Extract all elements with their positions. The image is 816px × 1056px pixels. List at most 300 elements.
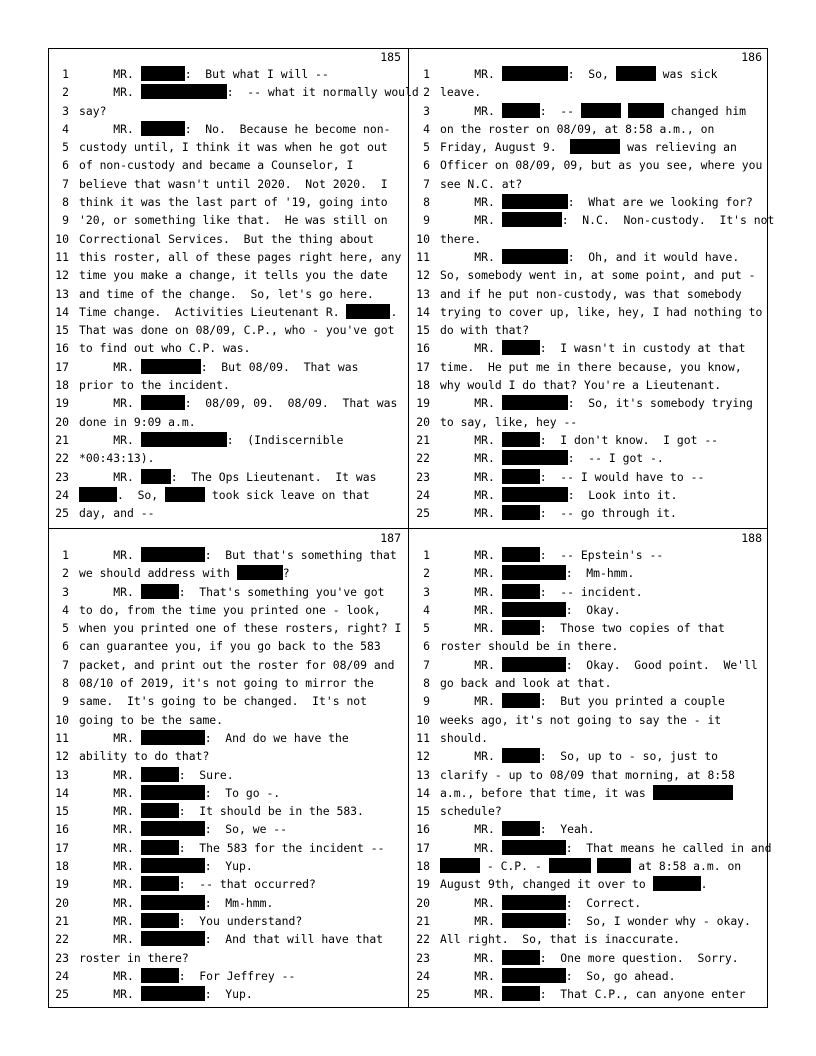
line-number: 10	[55, 712, 69, 727]
line-segment: MR.	[79, 968, 141, 983]
line-segment: go back and look at that.	[440, 676, 612, 691]
line-segment: MR.	[79, 859, 141, 874]
redaction-block	[502, 103, 540, 118]
transcript-line	[49, 266, 407, 284]
line-segment: Correctional Services. But the thing about	[79, 231, 374, 246]
transcript-line	[49, 802, 407, 820]
line-segment: MR.	[79, 804, 141, 819]
transcript-line	[49, 138, 407, 156]
line-text	[440, 156, 766, 174]
line-segment: : Correct.	[565, 895, 642, 910]
line-text	[440, 729, 766, 747]
line-text	[440, 248, 766, 266]
line-text	[79, 431, 405, 449]
line-segment: MR.	[79, 767, 141, 782]
redaction-block	[502, 547, 540, 562]
line-text	[440, 486, 766, 504]
line-number: 12	[55, 749, 69, 764]
redaction-block	[440, 858, 480, 873]
line-number: 13	[55, 767, 69, 782]
transcript-line	[49, 394, 407, 412]
page-lines	[410, 65, 775, 522]
line-number: 15	[416, 804, 430, 819]
redaction-block	[653, 785, 733, 800]
line-segment: MR.	[440, 987, 502, 1002]
line-segment: MR.	[79, 932, 141, 947]
redaction-block	[141, 547, 205, 562]
line-segment: MR.	[440, 694, 502, 709]
line-segment: : Yup.	[204, 859, 253, 874]
line-number: 13	[416, 286, 430, 301]
line-segment: : And do we have the	[204, 730, 349, 745]
line-number: 19	[55, 877, 69, 892]
transcript-line	[410, 564, 768, 582]
redaction-block	[237, 565, 283, 580]
line-segment: MR.	[440, 469, 502, 484]
line-number: 20	[55, 414, 69, 429]
line-segment: *00:43:13).	[79, 451, 155, 466]
line-segment: : That's something you've got	[178, 584, 385, 599]
page-number: 188	[741, 531, 762, 545]
line-text	[440, 83, 766, 101]
line-text	[79, 930, 405, 948]
transcript-line	[410, 674, 768, 692]
line-text	[79, 193, 405, 211]
line-number: 2	[62, 85, 69, 100]
line-text	[440, 468, 766, 486]
line-segment: MR.	[79, 396, 141, 411]
line-text	[440, 504, 766, 522]
line-number: 1	[62, 548, 69, 562]
line-text	[440, 985, 766, 1003]
line-segment: and time of the change. So, let's go here.	[79, 286, 374, 301]
transcript-line	[410, 504, 768, 522]
line-number: 9	[62, 694, 69, 709]
line-segment: MR.	[440, 67, 502, 81]
transcript-line	[410, 468, 768, 486]
redaction-block	[141, 821, 205, 836]
redaction-block	[581, 103, 621, 118]
line-text	[79, 358, 405, 376]
transcript-line	[410, 949, 768, 967]
line-number: 5	[62, 140, 69, 155]
line-number: 23	[416, 469, 430, 484]
redaction-block	[165, 487, 205, 502]
transcript-line	[49, 747, 407, 765]
line-text	[440, 564, 766, 582]
line-segment: prior to the incident.	[79, 378, 230, 393]
line-number: 14	[416, 304, 430, 319]
line-text	[79, 102, 405, 120]
line-text	[440, 949, 766, 967]
line-number: 23	[55, 950, 69, 965]
transcript-line	[410, 486, 768, 504]
line-text	[79, 820, 405, 838]
transcript-line	[410, 358, 768, 376]
line-text	[79, 729, 405, 747]
line-segment: : --	[539, 103, 581, 118]
line-number: 22	[55, 451, 69, 466]
line-segment: and if he put non-custody, was that somebody	[440, 286, 742, 301]
redaction-block	[502, 66, 568, 81]
line-text	[79, 711, 405, 729]
line-text	[79, 339, 405, 357]
line-segment: MR.	[440, 451, 502, 466]
line-segment: MR.	[79, 469, 141, 484]
line-number: 20	[416, 414, 430, 429]
line-text	[79, 692, 405, 710]
line-number: 4	[62, 602, 69, 617]
line-number: 24	[55, 487, 69, 502]
line-text	[440, 358, 766, 376]
line-segment: : I wasn't in custody at that	[539, 341, 746, 356]
line-segment	[591, 859, 598, 873]
line-segment: : But that's something that	[204, 548, 397, 562]
line-segment: : One more question. Sorry.	[539, 950, 739, 965]
line-segment: : But you printed a couple	[539, 694, 725, 709]
line-number: 18	[55, 378, 69, 393]
transcript-line	[410, 303, 768, 321]
redaction-block	[141, 359, 201, 374]
line-number: 2	[423, 85, 430, 100]
redaction-block	[141, 968, 179, 983]
line-text	[440, 894, 766, 912]
line-text	[79, 468, 405, 486]
page-lines	[49, 546, 407, 1003]
line-segment: : What are we looking for?	[567, 195, 753, 210]
line-segment: when you printed one of these rosters, right? I	[79, 621, 402, 636]
line-text	[440, 321, 766, 339]
line-segment: : Mm-hmm.	[565, 566, 635, 581]
line-segment: ?	[282, 566, 290, 581]
line-segment: : (Indiscernible	[226, 432, 344, 447]
line-number: 14	[55, 304, 69, 319]
transcript-line	[49, 211, 407, 229]
line-text	[79, 376, 405, 394]
line-segment: trying to cover up, like, hey, I had nothing to	[440, 304, 763, 319]
line-number: 14	[416, 785, 430, 800]
line-segment: roster in there?	[79, 950, 189, 965]
line-text	[440, 656, 766, 674]
transcript-line	[410, 248, 768, 266]
line-segment: believe that wasn't until 2020. Not 2020. I	[79, 176, 388, 191]
redaction-block	[141, 730, 205, 745]
line-number: 10	[416, 231, 430, 246]
line-number: 18	[416, 859, 430, 874]
line-text	[79, 564, 405, 582]
line-segment: : N.C. Non-custody. It's not	[561, 213, 775, 228]
line-number: 1	[423, 548, 430, 562]
page-number: 185	[380, 50, 401, 64]
transcript-line	[49, 656, 407, 674]
page-lines	[410, 546, 772, 1003]
line-text	[79, 546, 405, 564]
line-segment: .	[700, 877, 708, 892]
line-number: 1	[423, 67, 430, 81]
line-text	[440, 637, 766, 655]
line-text	[79, 449, 405, 467]
line-text	[79, 175, 405, 193]
line-text	[440, 875, 766, 893]
line-segment: : Mm-hmm.	[204, 895, 274, 910]
line-segment: : Those two copies of that	[539, 621, 725, 636]
line-text	[440, 65, 766, 83]
line-number: 12	[416, 268, 430, 283]
line-segment: to find out who C.P. was.	[79, 341, 251, 356]
transcript-line	[49, 546, 407, 564]
transcript-line	[410, 967, 768, 985]
line-number: 25	[416, 987, 430, 1002]
line-segment: : But what I will --	[184, 67, 329, 81]
transcript-line	[410, 156, 768, 174]
redaction-block	[141, 840, 179, 855]
redaction-block	[141, 895, 205, 910]
redaction-block	[502, 840, 566, 855]
redaction-block	[502, 212, 562, 227]
transcript-line	[410, 711, 768, 729]
line-segment: So, somebody went in, at some point, and put -	[440, 268, 756, 283]
line-segment: MR.	[79, 730, 141, 745]
redaction-block	[141, 469, 171, 484]
line-text	[440, 394, 766, 412]
line-segment: MR.	[440, 840, 502, 855]
line-number: 11	[416, 730, 430, 745]
line-text	[79, 211, 405, 229]
transcript-line	[410, 601, 768, 619]
transcript-line	[410, 321, 768, 339]
line-text	[79, 303, 405, 321]
line-segment: packet, and print out the roster for 08/09 and	[79, 657, 395, 672]
line-segment	[621, 104, 628, 118]
line-number: 18	[55, 859, 69, 874]
line-text	[79, 674, 405, 692]
line-text	[79, 120, 405, 138]
line-segment: there.	[440, 231, 482, 246]
transcript-line	[49, 619, 407, 637]
transcript-line	[49, 156, 407, 174]
redaction-block	[141, 785, 205, 800]
redaction-block	[502, 584, 540, 599]
line-number: 23	[416, 950, 430, 965]
page-lines	[49, 65, 419, 522]
transcript-line	[410, 193, 768, 211]
line-number: 12	[416, 749, 430, 764]
line-segment: MR.	[440, 657, 502, 672]
line-segment: to do, from the time you printed one - look,	[79, 602, 381, 617]
line-segment: changed him	[663, 103, 747, 118]
line-segment: can guarantee you, if you go back to the 583	[79, 639, 381, 654]
line-number: 11	[55, 730, 69, 745]
transcript-line	[49, 583, 407, 601]
line-number: 6	[423, 158, 430, 173]
transcript-line	[410, 102, 768, 120]
redaction-block	[141, 66, 185, 81]
line-text	[440, 449, 766, 467]
redaction-block	[570, 139, 620, 154]
transcript-sheet	[48, 48, 775, 1008]
line-number: 6	[423, 639, 430, 654]
redaction-block	[502, 395, 568, 410]
line-text	[440, 839, 772, 857]
line-segment: '20, or something like that. He was still on	[79, 213, 388, 228]
transcript-line	[410, 637, 768, 655]
redaction-block	[502, 432, 540, 447]
transcript-line	[49, 358, 407, 376]
line-number: 12	[55, 268, 69, 283]
line-number: 18	[416, 378, 430, 393]
transcript-line	[410, 431, 768, 449]
line-segment: : The 583 for the incident --	[178, 840, 385, 855]
redaction-block	[141, 584, 179, 599]
line-number: 25	[55, 506, 69, 521]
transcript-line	[49, 729, 407, 747]
line-segment: - C.P. -	[480, 859, 549, 874]
line-number: 25	[55, 987, 69, 1002]
line-text	[79, 985, 405, 1003]
line-segment: : So,	[567, 67, 616, 81]
line-segment: MR.	[440, 621, 502, 636]
line-segment: MR.	[440, 602, 502, 617]
line-segment: think it was the last part of '19, going into	[79, 195, 388, 210]
line-text	[79, 619, 405, 637]
line-number: 8	[423, 676, 430, 691]
line-segment: August 9th, changed it over to	[440, 877, 653, 892]
redaction-block	[502, 748, 540, 763]
redaction-block	[141, 876, 179, 891]
line-segment: MR.	[79, 877, 141, 892]
line-segment: took sick leave on that	[205, 487, 370, 502]
line-text	[440, 692, 766, 710]
line-number: 16	[55, 341, 69, 356]
line-segment: : So, up to - so, just to	[539, 749, 719, 764]
line-text	[79, 321, 405, 339]
line-segment: MR.	[79, 432, 141, 447]
line-segment: That was done on 08/09, C.P., who - you've got	[79, 323, 395, 338]
line-text	[440, 967, 766, 985]
redaction-block	[502, 340, 540, 355]
line-text	[79, 230, 405, 248]
line-number: 9	[423, 213, 430, 228]
transcript-line	[49, 321, 407, 339]
line-number: 21	[55, 432, 69, 447]
transcript-line	[410, 784, 768, 802]
line-text	[79, 875, 405, 893]
line-number: 22	[55, 932, 69, 947]
line-segment: MR.	[79, 359, 141, 374]
redaction-block	[141, 931, 205, 946]
line-number: 10	[416, 712, 430, 727]
transcript-line	[410, 65, 768, 83]
line-segment: time. He put me in there because, you know,	[440, 359, 742, 374]
line-segment: MR.	[440, 584, 502, 599]
line-segment: : -- incident.	[539, 584, 643, 599]
line-number: 6	[62, 639, 69, 654]
line-text	[79, 504, 405, 522]
line-segment: : 08/09, 09. 08/09. That was	[184, 396, 398, 411]
line-number: 21	[416, 913, 430, 928]
line-segment: MR.	[440, 341, 502, 356]
transcript-line	[49, 120, 407, 138]
line-number: 25	[416, 506, 430, 521]
line-text	[79, 839, 405, 857]
line-segment: : For Jeffrey --	[178, 968, 296, 983]
line-segment: : Look into it.	[567, 487, 678, 502]
transcript-line	[49, 175, 407, 193]
line-text	[440, 339, 766, 357]
redaction-block	[502, 657, 566, 672]
line-segment: to say, like, hey --	[440, 414, 578, 429]
line-segment: weeks ago, it's not going to say the - it	[440, 712, 722, 727]
transcript-line	[410, 285, 768, 303]
redaction-block	[502, 194, 568, 209]
line-segment: : -- I would have to --	[539, 469, 705, 484]
transcript-line	[49, 303, 407, 321]
redaction-block	[346, 304, 390, 319]
line-segment: we should address with	[79, 566, 237, 581]
transcript-line	[410, 820, 768, 838]
line-number: 21	[55, 913, 69, 928]
line-text	[440, 102, 766, 120]
line-segment: : You understand?	[178, 913, 303, 928]
redaction-block	[653, 876, 701, 891]
transcript-line	[410, 656, 768, 674]
transcript-page	[410, 530, 772, 1008]
line-text	[440, 266, 766, 284]
transcript-line	[49, 564, 407, 582]
line-text	[79, 912, 405, 930]
redaction-block	[502, 249, 568, 264]
line-number: 15	[416, 323, 430, 338]
line-segment: Officer on 08/09, 09, but as you see, where you	[440, 158, 763, 173]
redaction-block	[502, 821, 540, 836]
line-segment: MR.	[440, 548, 502, 562]
redaction-block	[502, 895, 566, 910]
transcript-line	[410, 83, 768, 101]
line-segment: MR.	[440, 895, 502, 910]
transcript-line	[410, 266, 768, 284]
line-number: 7	[62, 657, 69, 672]
line-number: 16	[416, 341, 430, 356]
line-segment: MR.	[440, 950, 502, 965]
line-text	[440, 857, 766, 875]
line-segment: : -- what it normally would	[226, 85, 419, 100]
line-number: 17	[55, 840, 69, 855]
line-segment: : To go -.	[204, 785, 281, 800]
line-number: 13	[55, 286, 69, 301]
line-segment: MR.	[79, 85, 141, 100]
transcript-page	[410, 49, 775, 527]
line-text	[79, 266, 405, 284]
line-segment: 08/10 of 2019, it's not going to mirror the	[79, 676, 374, 691]
line-text	[440, 912, 766, 930]
line-segment: : Okay. Good point. We'll	[565, 657, 758, 672]
line-segment: : The Ops Lieutenant. It was	[170, 469, 377, 484]
transcript-line	[410, 857, 768, 875]
redaction-block	[141, 84, 227, 99]
line-text	[440, 711, 766, 729]
transcript-line	[49, 967, 407, 985]
line-number: 5	[62, 621, 69, 636]
line-segment: clarify - up to 08/09 that morning, at 8:58	[440, 767, 735, 782]
line-segment: MR.	[79, 987, 141, 1002]
line-number: 19	[416, 396, 430, 411]
redaction-block	[502, 565, 566, 580]
redaction-block	[628, 103, 664, 118]
redaction-block	[502, 450, 568, 465]
line-text	[440, 820, 766, 838]
transcript-line	[49, 285, 407, 303]
line-text	[440, 138, 766, 156]
